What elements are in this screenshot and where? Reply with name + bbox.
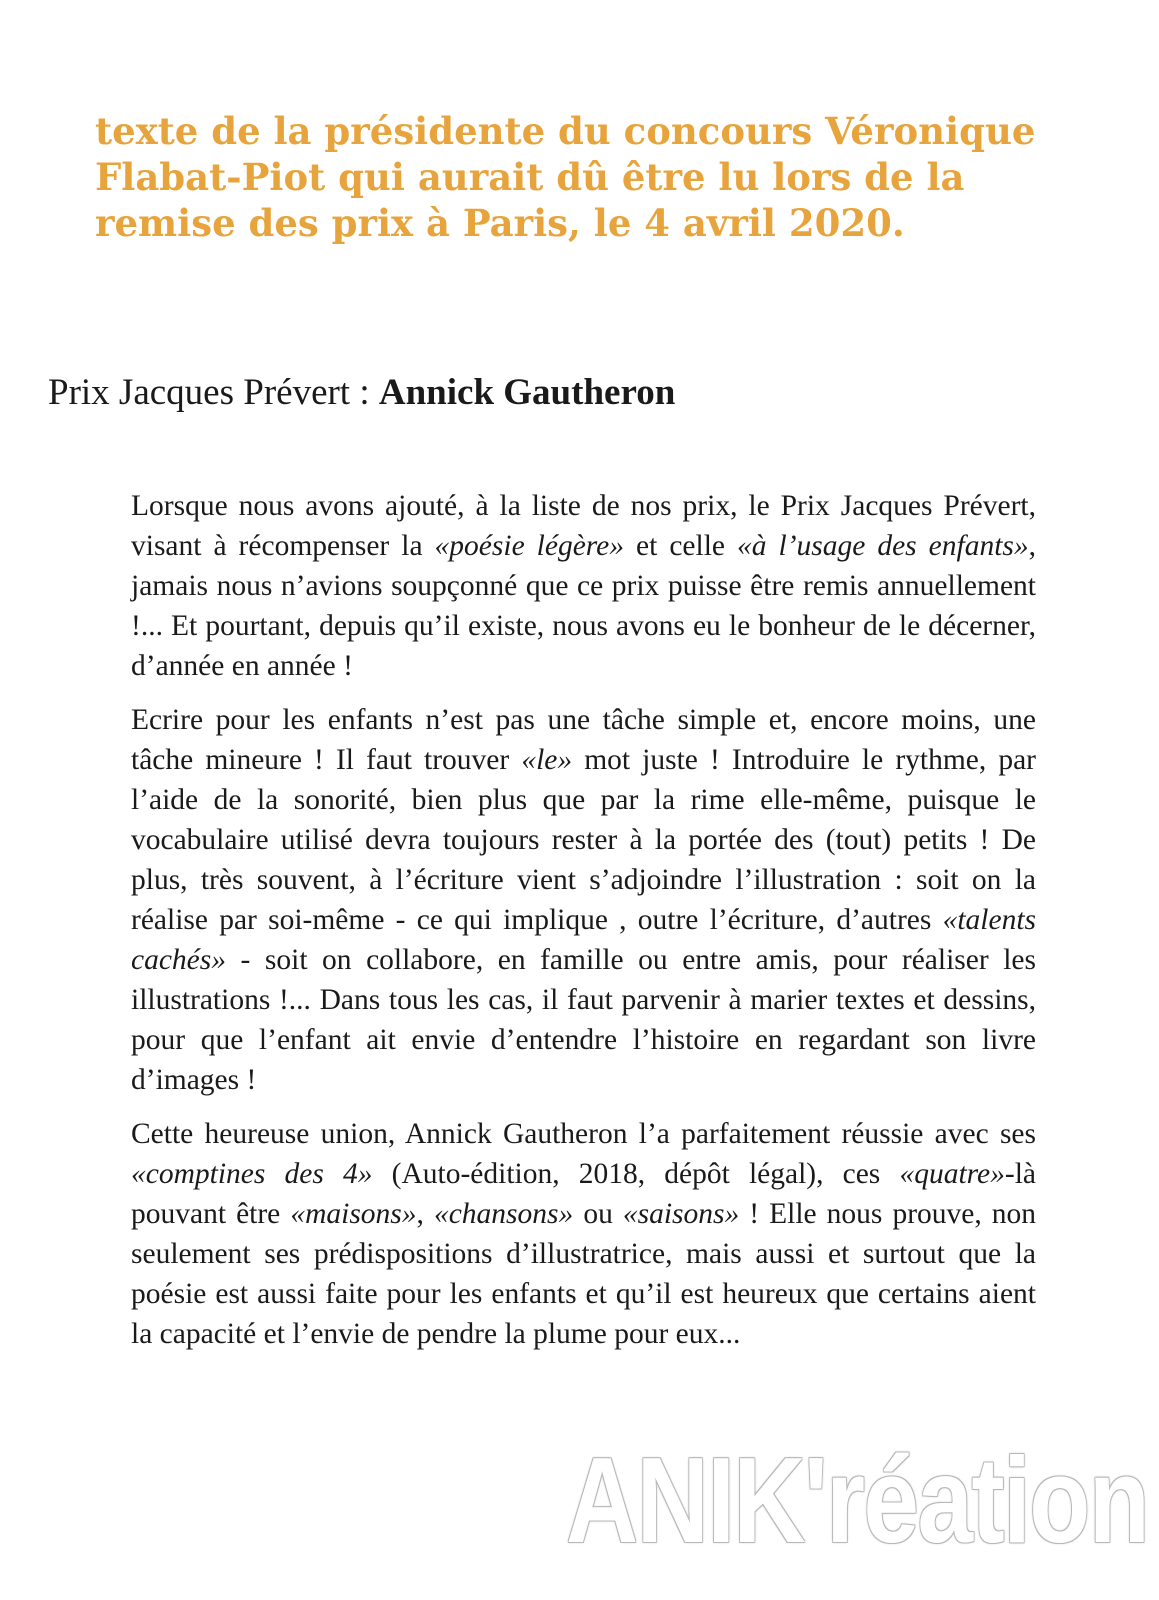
p3-quote-maisons: «maisons» [290,1198,417,1230]
p3-quote-quatre: «quatre» [899,1158,1005,1190]
paragraph-1 [131,486,1036,686]
speech-body [131,486,1036,1368]
p3-quote-saisons: «saisons» [622,1198,740,1230]
p1-quote-poesie: «poésie légère» [434,530,625,562]
winner-name: Annick Gautheron [378,372,676,413]
p2-quote-talents: «talents cachés» [131,904,1036,976]
p3-quote-comptines: «comptines des 4» [131,1158,373,1190]
intro-note: texte de la présidente du concours Véronique Flabat-Piot qui aurait dû être lu lors de la remise des prix à Paris, le 4 avril 2020. [95,109,1036,245]
p2-text-c: mot juste ! Introduire le rythme, par l’aide de la sonorité, bien plus que par la rime elle-même, puisque le vocabulaire utilisé devra toujours rester à la portée des (tout) petits ! De plus, très souvent, à l’écriture vient s’adjoindre l’illustration : soit on la réalise par soi-même - ce qui implique , outre l’écriture, d’autres [131,744,1037,936]
p1-text-a: Lorsque nous avons ajouté, à la liste de nos prix, le Prix Jacques Prévert, visant à récompenser la [131,490,1036,562]
watermark-logo: ANIK'réation [566,1432,1149,1568]
p1-text-c: et celle [624,530,737,562]
p3-text-i: ou [573,1198,623,1230]
p1-quote-usage: «à l’usage des enfants» [737,530,1029,562]
p3-text-a: Cette heureuse union, Annick Gautheron l’a parfaitement réussie avec ses [131,1118,1036,1150]
p3-text-g: , [416,1198,434,1230]
p3-text-e: -là pouvant être [131,1158,1036,1230]
prize-name: Prix Jacques Prévert : [48,372,379,413]
p2-quote-le: «le» [521,744,573,776]
prize-heading [48,370,675,416]
p3-quote-chansons: «chansons» [433,1198,574,1230]
paragraph-2 [131,700,1036,1100]
p3-text-k: ! Elle nous prouve, non seulement ses prédispositions d’illustratrice, mais aussi et surtout que la poésie est aussi faite pour les enfants et qu’il est heureux que certains aient la capacité et l’envie de pendre la plume pour eux... [131,1198,1037,1350]
p1-text-e: , jamais nous n’avions soupçonné que ce prix puisse être remis annuellement !... Et pourtant, depuis qu’il existe, nous avons eu le bonheur de le décerner, d’année en année ! [131,530,1037,682]
p2-text-a: Ecrire pour les enfants n’est pas une tâche simple et, encore moins, une tâche mineure ! Il faut trouver [131,704,1036,776]
p2-text-e: - soit on collabore, en famille ou entre amis, pour réaliser les illustrations !... Dans tous les cas, il faut parvenir à marier textes et dessins, pour que l’enfant ait envie d’entendre l’histoire en regardant son livre d’images ! [131,944,1036,1096]
p3-text-c: (Auto-édition, 2018, dépôt légal), ces [372,1158,900,1190]
paragraph-3 [131,1114,1036,1354]
